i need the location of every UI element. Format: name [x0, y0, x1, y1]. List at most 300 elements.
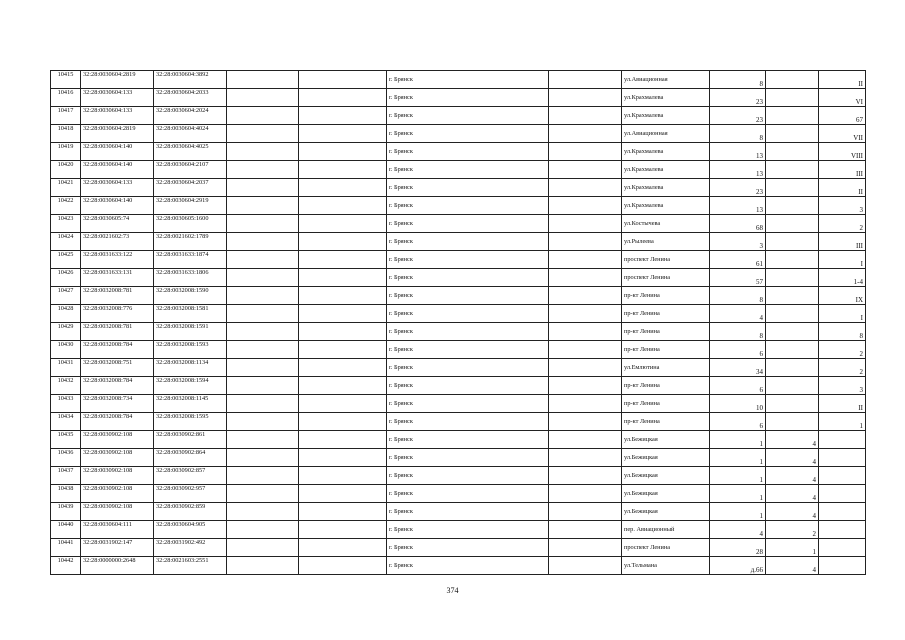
empty-cell	[549, 521, 622, 539]
object-cadastral-number-cell: 32:28:0032008:1594	[154, 377, 227, 395]
empty-cell	[299, 557, 387, 575]
premises-number-cell: 2	[819, 215, 866, 233]
street-cell: ул.Авиационная	[622, 125, 710, 143]
city-cell: г. Брянск	[387, 323, 549, 341]
city-cell: г. Брянск	[387, 395, 549, 413]
premises-number-cell: VII	[819, 125, 866, 143]
land-cadastral-number-cell: 32:28:0030604:133	[81, 89, 154, 107]
building-number-cell	[766, 359, 819, 377]
building-number-cell	[766, 377, 819, 395]
record-number-cell: 10431	[51, 359, 81, 377]
city-cell: г. Брянск	[387, 197, 549, 215]
premises-number-cell	[819, 539, 866, 557]
land-cadastral-number-cell: 32:28:0031633:131	[81, 269, 154, 287]
land-cadastral-number-cell: 32:28:0030604:2819	[81, 125, 154, 143]
city-cell: г. Брянск	[387, 143, 549, 161]
object-cadastral-number-cell: 32:28:0030604:2107	[154, 161, 227, 179]
city-cell: г. Брянск	[387, 503, 549, 521]
street-cell: ул.Бежицкая	[622, 431, 710, 449]
empty-cell	[549, 467, 622, 485]
object-cadastral-number-cell: 32:28:0030604:2024	[154, 107, 227, 125]
house-number-cell: 13	[710, 197, 766, 215]
table-row	[51, 485, 866, 503]
registry-table	[50, 70, 866, 575]
building-number-cell	[766, 341, 819, 359]
object-cadastral-number-cell: 32:28:0021603:2551	[154, 557, 227, 575]
object-cadastral-number-cell: 32:28:0030604:4025	[154, 143, 227, 161]
premises-number-cell: 3	[819, 377, 866, 395]
city-cell: г. Брянск	[387, 341, 549, 359]
building-number-cell	[766, 197, 819, 215]
record-number-cell: 10436	[51, 449, 81, 467]
record-number-cell: 10417	[51, 107, 81, 125]
street-cell: пр-кт Ленина	[622, 395, 710, 413]
house-number-cell: 34	[710, 359, 766, 377]
house-number-cell: 23	[710, 179, 766, 197]
premises-number-cell: 3	[819, 197, 866, 215]
house-number-cell: 8	[710, 71, 766, 89]
table-row	[51, 143, 866, 161]
land-cadastral-number-cell: 32:28:0030604:2819	[81, 71, 154, 89]
record-number-cell: 10427	[51, 287, 81, 305]
city-cell: г. Брянск	[387, 413, 549, 431]
building-number-cell	[766, 215, 819, 233]
record-number-cell: 10422	[51, 197, 81, 215]
city-cell: г. Брянск	[387, 485, 549, 503]
table-row	[51, 89, 866, 107]
building-number-cell	[766, 251, 819, 269]
house-number-cell: 1	[710, 431, 766, 449]
object-cadastral-number-cell: 32:28:0032008:1581	[154, 305, 227, 323]
land-cadastral-number-cell: 32:28:0030902:108	[81, 449, 154, 467]
premises-number-cell: 2	[819, 341, 866, 359]
premises-number-cell: II	[819, 179, 866, 197]
building-number-cell	[766, 125, 819, 143]
empty-cell	[549, 539, 622, 557]
premises-number-cell: VIII	[819, 143, 866, 161]
empty-cell	[549, 323, 622, 341]
land-cadastral-number-cell: 32:28:0030902:108	[81, 431, 154, 449]
record-number-cell: 10429	[51, 323, 81, 341]
house-number-cell: 6	[710, 341, 766, 359]
house-number-cell: 6	[710, 377, 766, 395]
street-cell: ул.Крахмалева	[622, 161, 710, 179]
empty-cell	[227, 215, 299, 233]
premises-number-cell	[819, 485, 866, 503]
empty-cell	[227, 395, 299, 413]
premises-number-cell: I	[819, 251, 866, 269]
record-number-cell: 10419	[51, 143, 81, 161]
empty-cell	[227, 521, 299, 539]
record-number-cell: 10434	[51, 413, 81, 431]
city-cell: г. Брянск	[387, 125, 549, 143]
empty-cell	[227, 323, 299, 341]
object-cadastral-number-cell: 32:28:0031902:492	[154, 539, 227, 557]
city-cell: г. Брянск	[387, 557, 549, 575]
empty-cell	[549, 557, 622, 575]
record-number-cell: 10421	[51, 179, 81, 197]
object-cadastral-number-cell: 32:28:0032008:1590	[154, 287, 227, 305]
object-cadastral-number-cell: 32:28:0032008:1134	[154, 359, 227, 377]
object-cadastral-number-cell: 32:28:0021602:1789	[154, 233, 227, 251]
table-row	[51, 449, 866, 467]
land-cadastral-number-cell: 32:28:0030902:108	[81, 467, 154, 485]
land-cadastral-number-cell: 32:28:0032008:781	[81, 323, 154, 341]
city-cell: г. Брянск	[387, 377, 549, 395]
table-row	[51, 233, 866, 251]
land-cadastral-number-cell: 32:28:0032008:734	[81, 395, 154, 413]
premises-number-cell: 67	[819, 107, 866, 125]
land-cadastral-number-cell: 32:28:0030605:74	[81, 215, 154, 233]
object-cadastral-number-cell: 32:28:0030604:2037	[154, 179, 227, 197]
empty-cell	[227, 467, 299, 485]
object-cadastral-number-cell: 32:28:0032008:1145	[154, 395, 227, 413]
land-cadastral-number-cell: 32:28:0031633:122	[81, 251, 154, 269]
empty-cell	[299, 449, 387, 467]
land-cadastral-number-cell: 32:28:0030604:133	[81, 107, 154, 125]
table-row	[51, 107, 866, 125]
empty-cell	[227, 305, 299, 323]
premises-number-cell: 1-4	[819, 269, 866, 287]
table-row	[51, 557, 866, 575]
premises-number-cell: 1	[819, 413, 866, 431]
table-row	[51, 197, 866, 215]
street-cell: ул.Костычева	[622, 215, 710, 233]
object-cadastral-number-cell: 32:28:0032008:1595	[154, 413, 227, 431]
house-number-cell: 13	[710, 161, 766, 179]
city-cell: г. Брянск	[387, 449, 549, 467]
premises-number-cell: III	[819, 233, 866, 251]
empty-cell	[549, 431, 622, 449]
table-row	[51, 359, 866, 377]
land-cadastral-number-cell: 32:28:0000000:2648	[81, 557, 154, 575]
empty-cell	[299, 341, 387, 359]
table-row	[51, 179, 866, 197]
land-cadastral-number-cell: 32:28:0032008:784	[81, 413, 154, 431]
object-cadastral-number-cell: 32:28:0030902:957	[154, 485, 227, 503]
empty-cell	[549, 377, 622, 395]
record-number-cell: 10441	[51, 539, 81, 557]
empty-cell	[549, 161, 622, 179]
land-cadastral-number-cell: 32:28:0032008:751	[81, 359, 154, 377]
city-cell: г. Брянск	[387, 467, 549, 485]
building-number-cell: 4	[766, 503, 819, 521]
street-cell: ул.Бежицкая	[622, 449, 710, 467]
house-number-cell: 4	[710, 521, 766, 539]
empty-cell	[227, 233, 299, 251]
street-cell: ул.Бежицкая	[622, 503, 710, 521]
record-number-cell: 10424	[51, 233, 81, 251]
empty-cell	[299, 233, 387, 251]
table-row	[51, 323, 866, 341]
record-number-cell: 10433	[51, 395, 81, 413]
table-row	[51, 431, 866, 449]
empty-cell	[299, 503, 387, 521]
empty-cell	[299, 305, 387, 323]
empty-cell	[549, 251, 622, 269]
city-cell: г. Брянск	[387, 287, 549, 305]
table-row	[51, 269, 866, 287]
empty-cell	[299, 215, 387, 233]
city-cell: г. Брянск	[387, 539, 549, 557]
empty-cell	[549, 269, 622, 287]
house-number-cell: 6	[710, 413, 766, 431]
building-number-cell	[766, 107, 819, 125]
empty-cell	[549, 107, 622, 125]
building-number-cell	[766, 395, 819, 413]
record-number-cell: 10437	[51, 467, 81, 485]
empty-cell	[549, 287, 622, 305]
premises-number-cell	[819, 557, 866, 575]
building-number-cell	[766, 179, 819, 197]
record-number-cell: 10430	[51, 341, 81, 359]
object-cadastral-number-cell: 32:28:0030902:857	[154, 467, 227, 485]
record-number-cell: 10439	[51, 503, 81, 521]
house-number-cell: 1	[710, 449, 766, 467]
street-cell: ул.Крахмалева	[622, 143, 710, 161]
empty-cell	[299, 251, 387, 269]
building-number-cell	[766, 161, 819, 179]
record-number-cell: 10440	[51, 521, 81, 539]
house-number-cell: 28	[710, 539, 766, 557]
table-row	[51, 125, 866, 143]
building-number-cell	[766, 233, 819, 251]
city-cell: г. Брянск	[387, 431, 549, 449]
empty-cell	[227, 251, 299, 269]
city-cell: г. Брянск	[387, 161, 549, 179]
empty-cell	[549, 485, 622, 503]
empty-cell	[227, 179, 299, 197]
land-cadastral-number-cell: 32:28:0032008:781	[81, 287, 154, 305]
empty-cell	[299, 521, 387, 539]
empty-cell	[549, 125, 622, 143]
house-number-cell: 1	[710, 503, 766, 521]
city-cell: г. Брянск	[387, 179, 549, 197]
empty-cell	[227, 125, 299, 143]
empty-cell	[299, 107, 387, 125]
empty-cell	[549, 197, 622, 215]
house-number-cell: 23	[710, 107, 766, 125]
empty-cell	[549, 413, 622, 431]
object-cadastral-number-cell: 32:28:0030902:859	[154, 503, 227, 521]
table-row	[51, 305, 866, 323]
empty-cell	[549, 71, 622, 89]
premises-number-cell	[819, 521, 866, 539]
empty-cell	[549, 449, 622, 467]
city-cell: г. Брянск	[387, 233, 549, 251]
empty-cell	[549, 179, 622, 197]
premises-number-cell: III	[819, 161, 866, 179]
house-number-cell: 4	[710, 305, 766, 323]
empty-cell	[299, 269, 387, 287]
empty-cell	[227, 557, 299, 575]
record-number-cell: 10432	[51, 377, 81, 395]
land-cadastral-number-cell: 32:28:0030604:111	[81, 521, 154, 539]
empty-cell	[549, 233, 622, 251]
street-cell: проспект Ленина	[622, 251, 710, 269]
object-cadastral-number-cell: 32:28:0030902:861	[154, 431, 227, 449]
empty-cell	[227, 431, 299, 449]
empty-cell	[549, 359, 622, 377]
table-row	[51, 71, 866, 89]
empty-cell	[299, 485, 387, 503]
building-number-cell: 1	[766, 539, 819, 557]
table-row	[51, 467, 866, 485]
land-cadastral-number-cell: 32:28:0030604:140	[81, 161, 154, 179]
premises-number-cell	[819, 431, 866, 449]
empty-cell	[549, 215, 622, 233]
land-cadastral-number-cell: 32:28:0032008:784	[81, 377, 154, 395]
street-cell: ул.Крахмалева	[622, 179, 710, 197]
building-number-cell: 2	[766, 521, 819, 539]
premises-number-cell: IX	[819, 287, 866, 305]
table-row	[51, 341, 866, 359]
empty-cell	[299, 161, 387, 179]
empty-cell	[227, 359, 299, 377]
empty-cell	[299, 197, 387, 215]
street-cell: ул.Авиационная	[622, 71, 710, 89]
building-number-cell: 4	[766, 557, 819, 575]
building-number-cell	[766, 89, 819, 107]
house-number-cell: д.66	[710, 557, 766, 575]
premises-number-cell	[819, 449, 866, 467]
house-number-cell: 13	[710, 143, 766, 161]
building-number-cell	[766, 413, 819, 431]
street-cell: пр-кт Ленина	[622, 377, 710, 395]
building-number-cell: 4	[766, 467, 819, 485]
street-cell: пр-кт Ленина	[622, 305, 710, 323]
house-number-cell: 3	[710, 233, 766, 251]
empty-cell	[227, 485, 299, 503]
building-number-cell: 4	[766, 449, 819, 467]
empty-cell	[227, 503, 299, 521]
empty-cell	[299, 467, 387, 485]
object-cadastral-number-cell: 32:28:0030604:4024	[154, 125, 227, 143]
building-number-cell: 4	[766, 485, 819, 503]
empty-cell	[227, 197, 299, 215]
empty-cell	[227, 89, 299, 107]
land-cadastral-number-cell: 32:28:0032008:784	[81, 341, 154, 359]
city-cell: г. Брянск	[387, 521, 549, 539]
land-cadastral-number-cell: 32:28:0030902:108	[81, 485, 154, 503]
page-number: 374	[446, 586, 459, 595]
table-row	[51, 539, 866, 557]
object-cadastral-number-cell: 32:28:0031633:1874	[154, 251, 227, 269]
empty-cell	[227, 269, 299, 287]
city-cell: г. Брянск	[387, 251, 549, 269]
street-cell: пр-кт Ленина	[622, 413, 710, 431]
building-number-cell	[766, 323, 819, 341]
street-cell: ул.Бежицкая	[622, 467, 710, 485]
empty-cell	[299, 395, 387, 413]
empty-cell	[299, 89, 387, 107]
table-row	[51, 503, 866, 521]
street-cell: ул.Тельмана	[622, 557, 710, 575]
street-cell: ул.Рылеева	[622, 233, 710, 251]
building-number-cell	[766, 269, 819, 287]
object-cadastral-number-cell: 32:28:0030604:905	[154, 521, 227, 539]
house-number-cell: 61	[710, 251, 766, 269]
premises-number-cell	[819, 467, 866, 485]
empty-cell	[549, 143, 622, 161]
city-cell: г. Брянск	[387, 215, 549, 233]
object-cadastral-number-cell: 32:28:0030604:2919	[154, 197, 227, 215]
empty-cell	[549, 341, 622, 359]
house-number-cell: 1	[710, 467, 766, 485]
empty-cell	[299, 359, 387, 377]
empty-cell	[227, 449, 299, 467]
object-cadastral-number-cell: 32:28:0030902:864	[154, 449, 227, 467]
house-number-cell: 57	[710, 269, 766, 287]
record-number-cell: 10416	[51, 89, 81, 107]
street-cell: пр-кт Ленина	[622, 323, 710, 341]
empty-cell	[227, 71, 299, 89]
city-cell: г. Брянск	[387, 305, 549, 323]
street-cell: пр-кт Ленина	[622, 341, 710, 359]
empty-cell	[299, 413, 387, 431]
house-number-cell: 10	[710, 395, 766, 413]
record-number-cell: 10415	[51, 71, 81, 89]
empty-cell	[227, 539, 299, 557]
object-cadastral-number-cell: 32:28:0030604:3892	[154, 71, 227, 89]
table-row	[51, 215, 866, 233]
street-cell: ул.Крахмалева	[622, 197, 710, 215]
street-cell: пр-кт Ленина	[622, 287, 710, 305]
object-cadastral-number-cell: 32:28:0030605:1600	[154, 215, 227, 233]
house-number-cell: 23	[710, 89, 766, 107]
street-cell: ул.Бежицкая	[622, 485, 710, 503]
city-cell: г. Брянск	[387, 269, 549, 287]
street-cell: ул.Емлютина	[622, 359, 710, 377]
building-number-cell	[766, 305, 819, 323]
object-cadastral-number-cell: 32:28:0031633:1806	[154, 269, 227, 287]
street-cell: ул.Крахмалева	[622, 107, 710, 125]
empty-cell	[299, 179, 387, 197]
land-cadastral-number-cell: 32:28:0030604:133	[81, 179, 154, 197]
premises-number-cell: 8	[819, 323, 866, 341]
land-cadastral-number-cell: 32:28:0031902:147	[81, 539, 154, 557]
empty-cell	[227, 161, 299, 179]
table-row	[51, 161, 866, 179]
city-cell: г. Брянск	[387, 359, 549, 377]
table-row	[51, 251, 866, 269]
premises-number-cell: VI	[819, 89, 866, 107]
object-cadastral-number-cell: 32:28:0032008:1591	[154, 323, 227, 341]
premises-number-cell: II	[819, 71, 866, 89]
empty-cell	[299, 431, 387, 449]
empty-cell	[227, 143, 299, 161]
empty-cell	[549, 503, 622, 521]
building-number-cell	[766, 71, 819, 89]
empty-cell	[227, 107, 299, 125]
table-row	[51, 521, 866, 539]
house-number-cell: 1	[710, 485, 766, 503]
record-number-cell: 10420	[51, 161, 81, 179]
empty-cell	[227, 341, 299, 359]
building-number-cell	[766, 287, 819, 305]
street-cell: ул.Крахмалева	[622, 89, 710, 107]
empty-cell	[299, 71, 387, 89]
record-number-cell: 10435	[51, 431, 81, 449]
empty-cell	[549, 395, 622, 413]
street-cell: проспект Ленина	[622, 269, 710, 287]
object-cadastral-number-cell: 32:28:0030604:2033	[154, 89, 227, 107]
house-number-cell: 8	[710, 287, 766, 305]
street-cell: пер. Авиационный	[622, 521, 710, 539]
land-cadastral-number-cell: 32:28:0032008:776	[81, 305, 154, 323]
city-cell: г. Брянск	[387, 107, 549, 125]
table-row	[51, 413, 866, 431]
